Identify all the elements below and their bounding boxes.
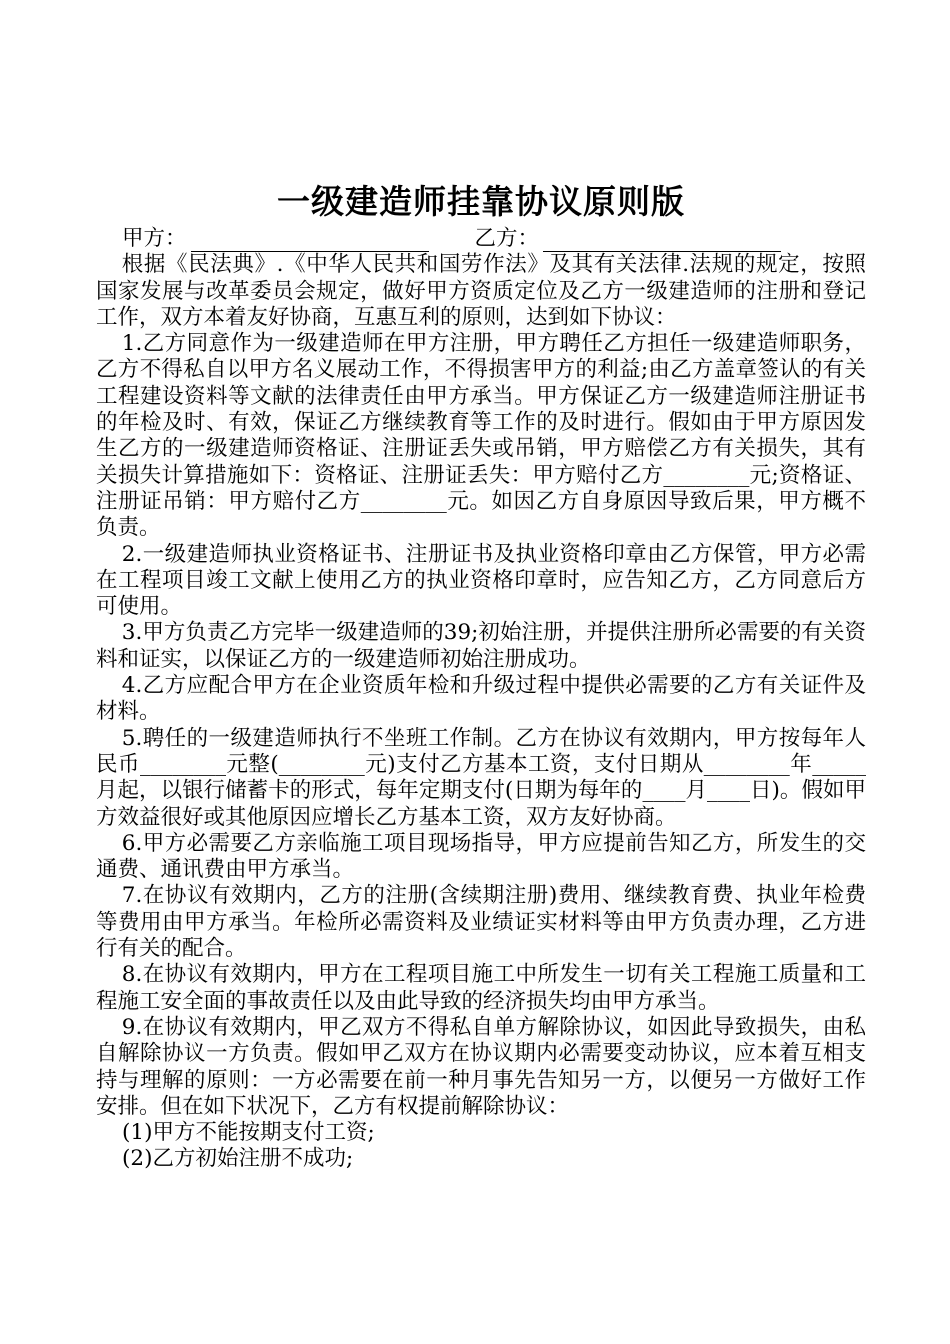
clause-8: 8.在协议有效期内，甲方在工程项目施工中所发生一切有关工程施工质量和工程施工安全面的事故责任以及由此导致的经济损失均由甲方承当。 (96, 962, 866, 1014)
clause-7: 7.在协议有效期内，乙方的注册(含续期注册)费用、继续教育费、执业年检费等费用由甲方承当。年检所必需资料及业绩证实材料等由甲方负责办理，乙方进行有关的配合。 (96, 883, 866, 962)
clause-9: 9.在协议有效期内，甲乙双方不得私自单方解除协议，如因此导致损失，由私自解除协议一方负责。假如甲乙双方在协议期内必需要变动协议，应本着互相支持与理解的原则：一方必需要在前一种月事先告知另一方，以便另一方做好工作安排。但在如下状况下，乙方有权提前解除协议： (96, 1014, 866, 1119)
clause-9-item-2: (2)乙方初始注册不成功; (122, 1146, 354, 1172)
agreement-body (96, 180, 866, 1173)
clause-1: 1.乙方同意作为一级建造师在甲方注册，甲方聘任乙方担任一级建造师职务，乙方不得私自以甲方名义展动工作，不得损害甲方的利益;由乙方盖章签认的有关工程建设资料等文献的法律责任由甲方承当。甲方保证乙方一级建造师注册证书的年检及时、有效，保证乙方继续教育等工作的及时进行。假如由于甲方原因发生乙方的一级建造师资格证、注册证丢失或吊销，甲方赔偿乙方有关损失，其有关损失计算措施如下：资格证、注册证丢失：甲方赔付乙方________元;资格证、注册证吊销：甲方赔付乙方________元。如因乙方自身原因导致后果，甲方概不负责。 (96, 331, 866, 541)
party-a-blank (191, 231, 429, 252)
clause-4: 4.乙方应配合甲方在企业资质年检和升级过程中提供必需要的乙方有关证件及材料。 (96, 673, 866, 725)
party-a (122, 226, 429, 252)
clause-5: 5.聘任的一级建造师执行不坐班工作制。乙方在协议有效期内，甲方按每年人民币________元整(________元)支付乙方基本工资，支付日期从________年_____月起，以银行储蓄卡的形式，每年定期支付(日期为每年的____月____日)。假如甲方效益很好或其他原因应增长乙方基本工资，双方友好协商。 (96, 725, 866, 830)
party-b-label: 乙方： (474, 226, 540, 251)
clause-3: 3.甲方负责乙方完毕一级建造师的39;初始注册，并提供注册所必需要的有关资料和证实，以保证乙方的一级建造师初始注册成功。 (96, 620, 866, 672)
clause-9-item-1: (1)甲方不能按期支付工资; (122, 1120, 375, 1146)
party-b (475, 226, 782, 252)
document-title: 一级建造师挂靠协议原则版 (277, 182, 685, 221)
parties-line (96, 226, 866, 252)
party-a-label: 甲方： (122, 226, 187, 251)
preamble-paragraph: 根据《民法典》.《中华人民共和国劳作法》及其有关法律.法规的规定，按照国家发展与改革委员会规定，做好甲方资质定位及乙方一级建造师的注册和登记工作，双方本着友好协商，互惠互利的原则，达到如下协议： (96, 252, 866, 330)
clause-2: 2.一级建造师执业资格证书、注册证书及执业资格印章由乙方保管，甲方必需在工程项目竣工文献上使用乙方的执业资格印章时，应告知乙方，乙方同意后方可使用。 (96, 541, 866, 620)
clause-6: 6.甲方必需要乙方亲临施工项目现场指导，甲方应提前告知乙方，所发生的交通费、通讯费由甲方承当。 (96, 830, 866, 883)
party-b-blank (543, 231, 781, 252)
